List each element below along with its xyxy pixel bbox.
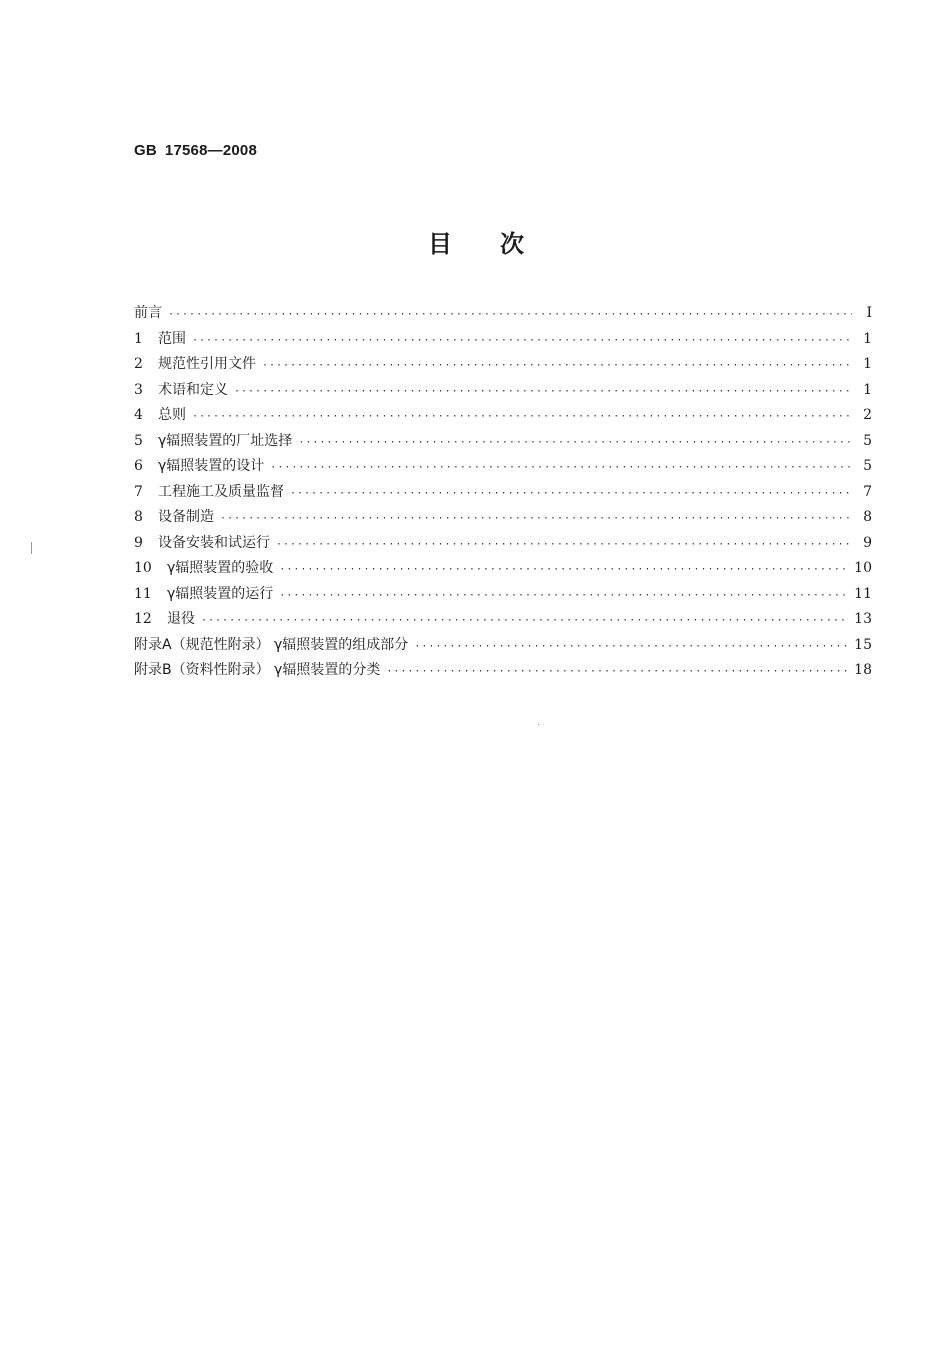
toc-entry-number: 3	[134, 381, 143, 398]
toc-dot-leader	[192, 411, 852, 422]
toc-entry-appendix-b[interactable]	[134, 659, 872, 685]
toc-dot-leader	[262, 360, 852, 371]
toc-dot-leader	[276, 539, 852, 550]
toc-dot-leader	[414, 641, 848, 652]
toc-entry-label: 2 规范性引用文件	[134, 356, 256, 372]
toc-dot-leader	[201, 615, 848, 626]
toc-entry-label: 附录B（资料性附录） γ辐照装置的分类	[134, 662, 381, 678]
toc-entry-12[interactable]	[134, 608, 872, 634]
toc-entry-page: 5	[863, 458, 872, 474]
toc-entry-5[interactable]	[134, 430, 872, 456]
page-title: 目次	[428, 230, 572, 258]
toc-entry-number: 1	[134, 330, 143, 347]
toc-entry-page: 2	[863, 407, 872, 423]
toc-entry-9[interactable]	[134, 532, 872, 558]
toc-entry-2[interactable]	[134, 353, 872, 379]
toc-dot-leader	[192, 335, 852, 346]
toc-entry-8[interactable]	[134, 506, 872, 532]
toc-entry-number: 11	[134, 585, 152, 602]
toc-entry-page: 8	[863, 509, 872, 525]
standard-number: 17568—2008	[164, 142, 257, 159]
toc-dot-leader	[386, 666, 848, 677]
toc-entry-number: 10	[134, 560, 152, 576]
toc-entry-page: 11	[854, 585, 872, 602]
toc-entry-label: 8 设备制造	[134, 509, 214, 525]
toc-entry-number: 12	[134, 611, 152, 627]
toc-entry-label: 7 工程施工及质量监督	[134, 483, 284, 500]
toc-entry-appendix-a[interactable]	[134, 634, 872, 660]
toc-entry-page: 7	[863, 483, 872, 500]
toc-dot-leader	[279, 564, 848, 575]
toc-entry-label: 11 γ辐照装置的运行	[134, 585, 274, 602]
toc-entry-number: 8	[134, 509, 143, 525]
toc-entry-6[interactable]	[134, 455, 872, 481]
toc-entry-page: I	[866, 305, 872, 321]
toc-entry-7[interactable]	[134, 481, 872, 507]
scan-artifact-dot	[538, 724, 539, 725]
toc-entry-label: 6 γ辐照装置的设计	[134, 458, 265, 474]
toc-dot-leader	[168, 309, 852, 320]
toc-entry-page: 13	[854, 611, 872, 627]
toc-dot-leader	[234, 386, 852, 397]
toc-entry-label: 4 总则	[134, 407, 186, 423]
toc-entry-page: 9	[863, 534, 872, 551]
table-of-contents	[134, 302, 872, 685]
standard-prefix: GB	[134, 142, 157, 159]
toc-entry-page: 1	[863, 381, 872, 398]
toc-entry-page: 1	[863, 330, 872, 347]
toc-dot-leader	[279, 590, 848, 601]
toc-entry-page: 5	[863, 432, 872, 449]
toc-entry-label: 3 术语和定义	[134, 381, 228, 398]
toc-entry-label: 1 范围	[134, 330, 186, 347]
toc-entry-1[interactable]	[134, 328, 872, 354]
toc-entry-number: 2	[134, 356, 143, 372]
toc-entry-10[interactable]	[134, 557, 872, 583]
scan-artifact-line	[31, 542, 32, 554]
toc-dot-leader	[298, 437, 852, 448]
toc-entry-11[interactable]	[134, 583, 872, 609]
document-number	[134, 142, 257, 159]
toc-entry-page: 18	[854, 662, 872, 678]
toc-entry-4[interactable]	[134, 404, 872, 430]
toc-entry-label: 前言	[134, 305, 162, 321]
toc-entry-number: 4	[134, 407, 143, 423]
toc-entry-label: 9 设备安装和试运行	[134, 534, 270, 551]
toc-entry-number: 7	[134, 483, 143, 500]
toc-entry-page: 15	[854, 636, 872, 653]
toc-entry-label: 10 γ辐照装置的验收	[134, 560, 274, 576]
toc-entry-number: 5	[134, 432, 143, 449]
toc-entry-foreword[interactable]	[134, 302, 872, 328]
toc-dot-leader	[270, 462, 852, 473]
toc-entry-page: 10	[854, 560, 872, 576]
toc-entry-3[interactable]	[134, 379, 872, 405]
toc-entry-label: 5 γ辐照装置的厂址选择	[134, 432, 293, 449]
toc-entry-number: 6	[134, 458, 143, 474]
toc-dot-leader	[290, 488, 852, 499]
toc-entry-label: 附录A（规范性附录） γ辐照装置的组成部分	[134, 636, 409, 653]
toc-entry-label: 12 退役	[134, 611, 195, 627]
toc-dot-leader	[220, 513, 852, 524]
toc-entry-page: 1	[863, 356, 872, 372]
toc-entry-number: 9	[134, 534, 143, 551]
